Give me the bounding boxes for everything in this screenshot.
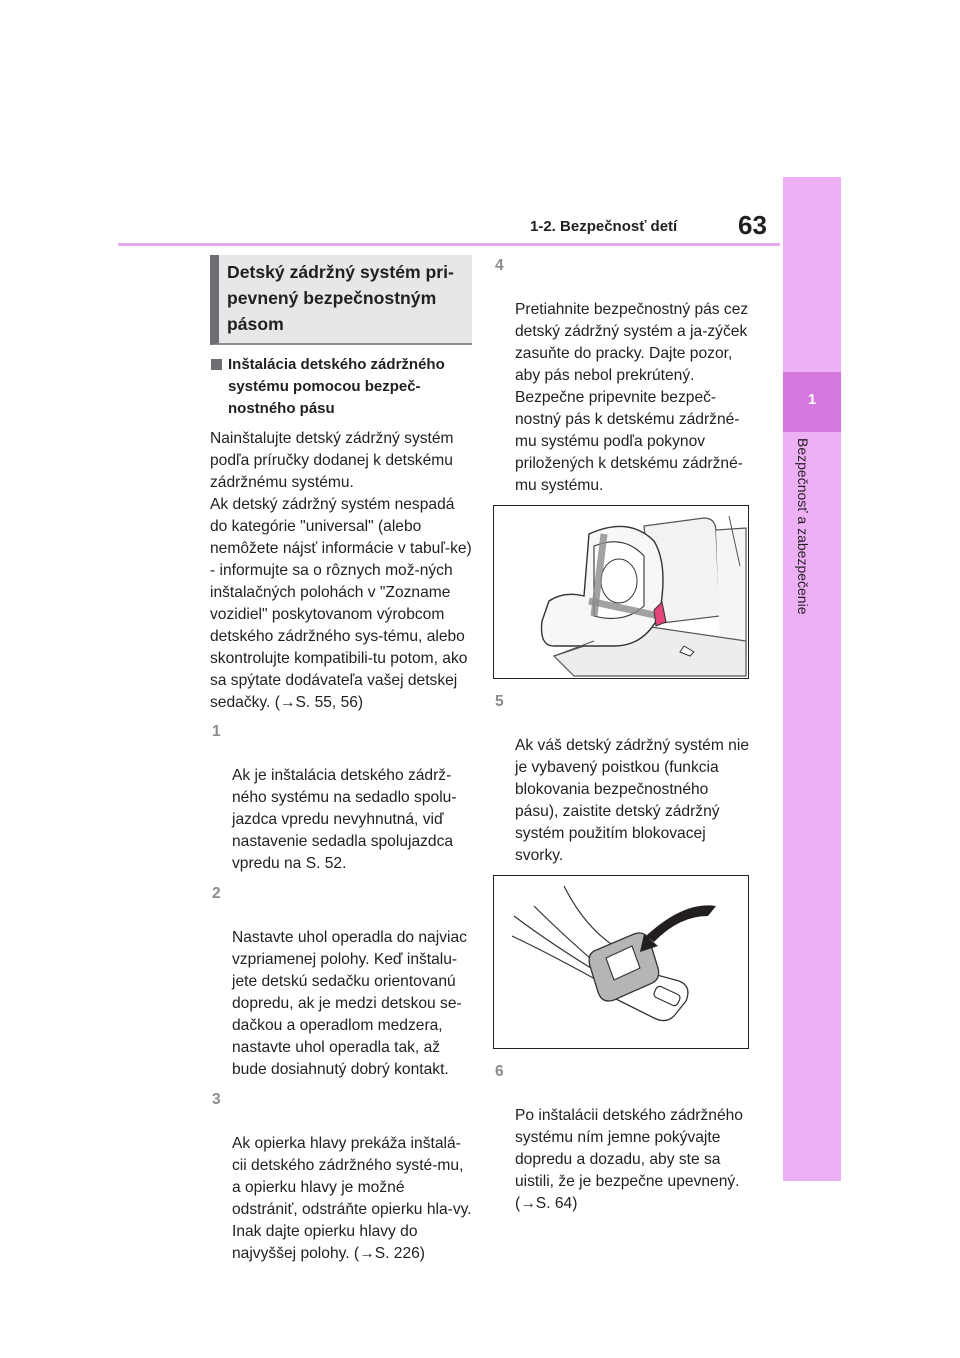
locking-clip-illustration <box>493 875 749 1049</box>
step-text: Po inštalácii detského zádržného systému ním jemne pokývajte dopredu a dozadu, aby ste sa uistili, že je bezpečne upevnený. (→S. 64) <box>515 1107 743 1212</box>
step-text: Ak opierka hlavy prekáža inštalá-cii detského zádržného systé-mu, a opierku hlavy je možné odstrániť, odstráňte opierku hla-vy. Inak dajte opierku hlavy do najvyššej polohy. (→S. 226) <box>232 1135 472 1262</box>
subheading-text: Inštalácia detského zádržného systému pomocou bezpeč-nostného pásu <box>228 356 445 417</box>
step-number: 5 <box>495 693 504 710</box>
step-text: Ak váš detský zádržný systém nie je vybavený poistkou (funkcia blokovania bezpečnostného pásu), zaistite detský zádržný systém použitím blokovacej svorky. <box>515 737 749 864</box>
step-text: Pretiahnite bezpečnostný pás cez detský zádržný systém a ja-zýček zasuňte do pracky. Dajte pozor, aby pás nebol prekrútený. Bezpečne pripevnite bezpeč-nostný pás k detskému zádržné-mu systému podľa pokynov priložených k detskému zádržné-mu systému. <box>515 301 749 494</box>
chapter-number: 1 <box>807 391 817 408</box>
step-3 <box>210 1089 472 1265</box>
header-section-title: 1-2. Bezpečnosť detí <box>530 218 678 235</box>
step-number: 4 <box>495 257 504 274</box>
left-column <box>210 255 472 1273</box>
right-column <box>493 255 755 1223</box>
step-6 <box>493 1061 755 1215</box>
child-seat-icon <box>494 506 748 678</box>
step-number: 3 <box>212 1091 221 1108</box>
step-number: 6 <box>495 1063 504 1080</box>
child-seat-illustration <box>493 505 749 679</box>
section-heading <box>210 255 472 345</box>
square-bullet-icon <box>211 359 222 370</box>
page-number: 63 <box>738 210 767 240</box>
step-text: Ak je inštalácia detského zádrž-ného systému na sedadlo spolu-jazdca vpredu nevyhnutná, viď nastavenie sedadla spolujazdca vpredu na S. 52. <box>232 767 457 872</box>
subheading <box>210 354 472 420</box>
chapter-side-tab <box>783 177 841 1181</box>
locking-clip-icon <box>494 876 748 1048</box>
step-4 <box>493 255 755 497</box>
header-divider <box>118 243 780 246</box>
step-number: 1 <box>212 723 221 740</box>
step-1 <box>210 721 472 875</box>
step-text: Nastavte uhol operadla do najviac vzpriamenej polohy. Keď inštalu-jete detskú sedačku orientovanú dopredu, ak je medzi detskou se-dačkou a operadlom medzera, nastavte uhol operadla tak, až bude dosiahnutý dobrý kontakt. <box>232 929 467 1078</box>
step-2 <box>210 883 472 1081</box>
intro-paragraph: Nainštalujte detský zádržný systém podľa príručky dodanej k detskému zádržnému systému. Ak detský zádržný systém nespadá do kategórie "universal" (alebo nemôžete nájsť informácie v tabuľ-ke) - informujte sa o rôznych mož-ných inštalačných polohách v "Zozname vozidiel" poskytovanom výrobcom detského zádržného sys-tému, alebo skontrolujte kompatibili-tu potom, ako sa spýtate dodávateľa vašej detskej sedačky. (→S. 55, 56) <box>210 430 472 711</box>
step-number: 2 <box>212 885 221 902</box>
chapter-title: Bezpečnosť a zabezpečenie <box>795 438 811 615</box>
step-5 <box>493 691 755 867</box>
section-heading-text: Detský zádržný systém pri- pevnený bezpečnostným pásom <box>227 262 454 334</box>
